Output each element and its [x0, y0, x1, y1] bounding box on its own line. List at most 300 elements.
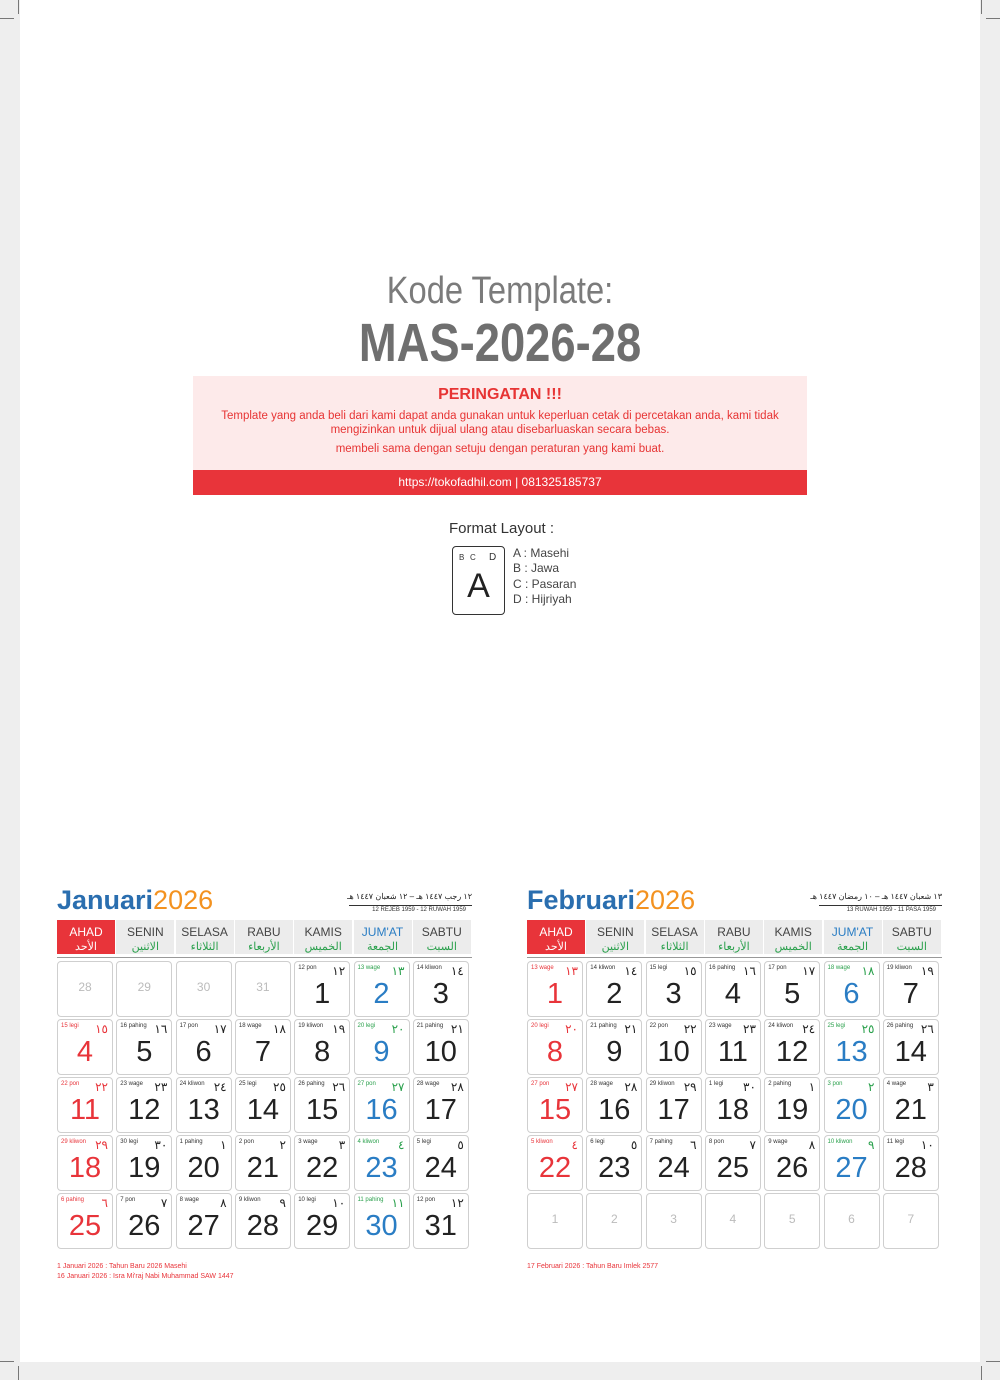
- pasaran-label: 30 legi: [120, 1139, 138, 1145]
- pasaran-label: 24 kliwon: [768, 1023, 794, 1029]
- weekday-arabic: السبت: [426, 941, 457, 953]
- format-item: B : Jawa: [513, 561, 560, 575]
- masehi-day: 27: [835, 1152, 868, 1184]
- pasaran-label: 20 legi: [357, 1023, 376, 1029]
- masehi-day: 7: [907, 1212, 915, 1226]
- format-label-b: B: [459, 553, 465, 562]
- hijri-day: ١١: [391, 1196, 405, 1210]
- day-cell: [705, 961, 761, 1017]
- empty-day-cell: [527, 1193, 583, 1249]
- masehi-day: 23: [598, 1152, 631, 1184]
- masehi-day: 22: [538, 1152, 572, 1184]
- hijri-day: ٤: [398, 1138, 405, 1152]
- masehi-day: 13: [187, 1094, 220, 1126]
- holiday-note: 17 Februari 2026 : Tahun Baru Imlek 2577: [527, 1263, 659, 1270]
- hijri-day: ٢٥: [861, 1022, 875, 1036]
- pasaran-label: 2 pon: [238, 1139, 254, 1145]
- hijri-day: ٢٦: [920, 1022, 934, 1036]
- hijri-day: ١٤: [624, 964, 638, 978]
- masehi-day: 17: [424, 1094, 457, 1126]
- pasaran-label: 6 pahing: [61, 1197, 85, 1203]
- pasaran-label: 21 pahing: [416, 1023, 444, 1029]
- day-cell: [116, 1077, 172, 1133]
- weekday-name: SELASA: [181, 925, 228, 939]
- masehi-day: 3: [665, 978, 682, 1010]
- weekday-name: RABU: [717, 925, 751, 939]
- masehi-day: 11: [717, 1036, 748, 1068]
- day-cell: [57, 1077, 113, 1133]
- hijri-day: ٩: [279, 1196, 286, 1210]
- masehi-day: 20: [187, 1152, 220, 1184]
- empty-day-cell: [116, 961, 172, 1017]
- pasaran-label: 3 pon: [827, 1081, 843, 1087]
- contact-bar[interactable]: https://tokofadhil.com | 081325185737: [193, 470, 807, 495]
- pasaran-label: 27 pon: [531, 1081, 550, 1087]
- masehi-day: 24: [424, 1152, 457, 1184]
- weekday-sabtu: [883, 920, 941, 954]
- hijri-day: ١٨: [273, 1022, 286, 1036]
- weekday-senin: [586, 920, 644, 954]
- weekday-jumat: [824, 920, 882, 954]
- pasaran-label: 17 pon: [179, 1023, 198, 1029]
- month-name: Februari: [527, 885, 636, 915]
- pasaran-label: 8 pon: [708, 1139, 724, 1145]
- day-cell: [354, 1019, 410, 1075]
- masehi-day: 1: [546, 978, 564, 1010]
- day-cell: [824, 1019, 880, 1075]
- masehi-day: 20: [835, 1094, 868, 1126]
- jawa-range: 12 REJEB 1959 - 12 RUWAH 1959: [372, 907, 466, 913]
- pasaran-label: 10 legi: [298, 1197, 316, 1203]
- holiday-notes: [57, 1262, 234, 1282]
- pasaran-label: 28 wage: [416, 1081, 440, 1087]
- divider: [527, 957, 942, 958]
- pasaran-label: 5 kliwon: [531, 1139, 553, 1145]
- masehi-day: 8: [546, 1036, 564, 1068]
- hijri-day: ١٨: [861, 964, 875, 978]
- day-cell: [235, 1077, 291, 1133]
- pasaran-label: 1 legi: [708, 1081, 724, 1087]
- hijri-day: ٢٤: [213, 1080, 227, 1094]
- crop-mark: [18, 0, 19, 14]
- weekday-header: [527, 920, 942, 954]
- format-layout-title: Format Layout :: [449, 520, 555, 537]
- day-cell: [235, 1193, 291, 1249]
- day-cell: [413, 1019, 469, 1075]
- day-cell: [764, 961, 820, 1017]
- masehi-day: 28: [894, 1152, 927, 1184]
- masehi-day: 26: [776, 1152, 809, 1184]
- masehi-day: 12: [776, 1036, 809, 1068]
- pasaran-label: 7 pon: [120, 1197, 136, 1203]
- hijri-day: ٢: [279, 1138, 286, 1152]
- hijri-day: ٢٨: [624, 1080, 638, 1094]
- day-cell: [764, 1135, 820, 1191]
- masehi-day: 11: [69, 1094, 101, 1126]
- day-cell: [705, 1135, 761, 1191]
- pasaran-label: 2 pahing: [768, 1081, 792, 1087]
- hijri-day: ٨: [220, 1196, 227, 1210]
- day-cell: [527, 961, 583, 1017]
- day-cell: [176, 1135, 232, 1191]
- weekday-arabic: الاثنين: [601, 941, 629, 953]
- masehi-day: 2: [373, 978, 390, 1010]
- crop-mark: [986, 1361, 1000, 1362]
- pasaran-label: 14 kliwon: [416, 965, 442, 971]
- masehi-day: 24: [657, 1152, 690, 1184]
- hijri-day: ٢٤: [802, 1022, 816, 1036]
- warning-title: PERINGATAN !!!: [438, 386, 562, 403]
- day-cell: [235, 1135, 291, 1191]
- format-label-a: A: [467, 567, 490, 605]
- pasaran-label: 24 kliwon: [179, 1081, 205, 1087]
- day-cell: [586, 1135, 642, 1191]
- holiday-note: 1 Januari 2026 : Tahun Baru 2026 Masehi: [57, 1263, 187, 1270]
- hijri-day: ١٠: [920, 1138, 934, 1152]
- empty-day-cell: [176, 961, 232, 1017]
- hijri-day: ٤: [571, 1138, 578, 1152]
- format-item: C : Pasaran: [513, 577, 577, 591]
- empty-day-cell: [883, 1193, 939, 1249]
- masehi-day: 29: [137, 980, 151, 994]
- masehi-day: 5: [788, 1212, 796, 1226]
- pasaran-label: 19 kliwon: [886, 965, 912, 971]
- weekday-arabic: الثلاثاء: [190, 941, 219, 953]
- hijri-day: ٢٩: [95, 1138, 108, 1152]
- pasaran-label: 15 legi: [649, 965, 668, 971]
- weekday-name: AHAD: [69, 925, 103, 939]
- masehi-day: 19: [776, 1094, 809, 1126]
- weekday-name: SABTU: [891, 925, 932, 939]
- day-cell: [586, 1077, 642, 1133]
- hijri-day: ٢٩: [683, 1080, 697, 1094]
- crop-mark: [0, 1361, 14, 1362]
- format-label-c: C: [470, 553, 476, 562]
- hijri-day: ٣٠: [743, 1080, 756, 1094]
- masehi-day: 5: [136, 1036, 153, 1068]
- day-cell: [527, 1077, 583, 1133]
- hijri-day: ٢٠: [565, 1022, 578, 1036]
- day-cell: [354, 961, 410, 1017]
- weekday-name: KAMIS: [304, 925, 342, 939]
- day-cell: [57, 1193, 113, 1249]
- weekday-rabu: [705, 920, 763, 954]
- masehi-day: 21: [246, 1152, 280, 1184]
- warning-text-agreement: membeli sama dengan setuju dengan peraturan yang kami buat.: [335, 443, 665, 455]
- hijri-day: ٢١: [450, 1022, 464, 1036]
- day-cell: [413, 1135, 469, 1191]
- day-cell: [235, 1019, 291, 1075]
- masehi-day: 28: [78, 980, 92, 994]
- masehi-day: 3: [670, 1212, 677, 1226]
- hijri-day: ٢٢: [683, 1022, 697, 1036]
- hijri-day: ٧: [749, 1138, 756, 1152]
- masehi-day: 21: [894, 1094, 927, 1126]
- hijri-range: ١٢ رجب ١٤٤٧ هـ – ١٢ شعبان ١٤٤٧ هـ: [347, 892, 472, 901]
- day-cell: [705, 1077, 761, 1133]
- masehi-day: 22: [306, 1152, 339, 1184]
- day-cell: [413, 1077, 469, 1133]
- weekday-kamis: [764, 920, 822, 954]
- weekday-arabic: الأربعاء: [718, 941, 750, 953]
- hijri-day: ١٢: [332, 964, 346, 978]
- crop-mark: [18, 1366, 19, 1380]
- day-cell: [116, 1019, 172, 1075]
- pasaran-label: 21 pahing: [590, 1023, 617, 1029]
- day-cell: [646, 961, 702, 1017]
- hijri-day: ٢١: [624, 1022, 638, 1036]
- format-layout-diagram: [452, 546, 505, 615]
- day-cell: [883, 1019, 939, 1075]
- hijri-day: ٧: [160, 1196, 168, 1210]
- pasaran-label: 26 pahing: [298, 1081, 325, 1087]
- format-item: D : Hijriyah: [513, 592, 572, 606]
- weekday-name: KAMIS: [774, 925, 812, 939]
- day-cell: [883, 961, 939, 1017]
- masehi-day: 14: [894, 1036, 927, 1068]
- weekday-arabic: الجمعة: [366, 941, 399, 953]
- day-cell: [176, 1077, 232, 1133]
- month-name: Januari: [57, 885, 154, 915]
- pasaran-label: 12 pon: [416, 1197, 436, 1203]
- hijri-day: ١: [808, 1080, 816, 1094]
- masehi-day: 6: [195, 1036, 212, 1068]
- weekday-arabic: الأربعاء: [248, 941, 280, 953]
- month-title: [57, 885, 213, 916]
- day-cell: [294, 1135, 350, 1191]
- pasaran-label: 23 wage: [708, 1023, 732, 1029]
- day-cell: [176, 1193, 232, 1249]
- weekday-name: JUM'AT: [361, 925, 404, 939]
- template-code-value: MAS-2026-28: [358, 313, 642, 373]
- pasaran-label: 15 legi: [61, 1023, 79, 1029]
- weekday-kamis: [294, 920, 352, 954]
- day-cell: [413, 961, 469, 1017]
- pasaran-label: 18 wage: [827, 965, 851, 971]
- hijri-day: ٣: [927, 1080, 934, 1094]
- day-cell: [646, 1077, 702, 1133]
- weekday-rabu: [235, 920, 293, 954]
- warning-text: Template yang anda beli dari kami dapat anda gunakan untuk keperluan cetak di percetakan anda, kami tidak mengizinkan untuk dijual ulang atau disebarluaskan secara bebas.: [221, 410, 779, 436]
- weekday-jumat: [354, 920, 412, 954]
- pasaran-label: 1 pahing: [179, 1139, 203, 1145]
- weekday-ahad: [57, 920, 115, 954]
- day-cell: [57, 1019, 113, 1075]
- masehi-day: 31: [256, 980, 270, 994]
- masehi-day: 15: [538, 1094, 572, 1126]
- pasaran-label: 25 legi: [827, 1023, 846, 1029]
- hijri-day: ٥: [457, 1138, 464, 1152]
- weekday-arabic: السبت: [896, 941, 927, 953]
- masehi-day: 18: [716, 1094, 750, 1126]
- masehi-day: 16: [365, 1094, 398, 1126]
- masehi-day: 30: [196, 980, 211, 994]
- weekday-name: SELASA: [651, 925, 698, 939]
- day-cell: [116, 1193, 172, 1249]
- hijri-day: ٢: [868, 1080, 875, 1094]
- pasaran-label: 18 wage: [238, 1023, 262, 1029]
- weekday-name: SABTU: [421, 925, 462, 939]
- day-cell: [294, 1193, 350, 1249]
- day-cell: [294, 1019, 350, 1075]
- masehi-day: 7: [254, 1036, 271, 1068]
- hijri-day: ٢٦: [332, 1080, 346, 1094]
- masehi-day: 4: [76, 1036, 94, 1068]
- pasaran-label: 19 kliwon: [298, 1023, 324, 1029]
- masehi-day: 12: [128, 1094, 161, 1126]
- weekday-header: [57, 920, 472, 954]
- empty-day-cell: [586, 1193, 642, 1249]
- pasaran-label: 23 wage: [120, 1081, 143, 1087]
- pasaran-label: 29 kliwon: [649, 1081, 675, 1087]
- pasaran-label: 13 wage: [531, 965, 554, 971]
- day-cell: [354, 1193, 410, 1249]
- masehi-day: 26: [128, 1210, 161, 1242]
- pasaran-label: 16 pahing: [708, 965, 736, 971]
- hijri-day: ١٠: [332, 1196, 346, 1210]
- hijri-day: ٢٢: [95, 1080, 108, 1094]
- masehi-day: 10: [657, 1036, 690, 1068]
- masehi-day: 5: [784, 978, 801, 1010]
- pasaran-label: 22 pon: [61, 1081, 80, 1087]
- day-cell: [824, 1077, 880, 1133]
- divider: [57, 957, 472, 958]
- masehi-day: 3: [432, 978, 449, 1010]
- holiday-note: 16 Januari 2026 : Isra Mi'raj Nabi Muhammad SAW 1447: [57, 1273, 234, 1280]
- day-cell: [646, 1135, 702, 1191]
- format-label-d: D: [489, 552, 497, 563]
- day-cell: [883, 1077, 939, 1133]
- masehi-day: 9: [606, 1036, 623, 1068]
- masehi-day: 29: [306, 1210, 339, 1242]
- pasaran-label: 11 pahing: [357, 1197, 384, 1203]
- masehi-day: 7: [902, 978, 919, 1010]
- masehi-day: 31: [424, 1210, 457, 1242]
- weekday-arabic: الثلاثاء: [660, 941, 689, 953]
- day-cell: [824, 1135, 880, 1191]
- pasaran-label: 17 pon: [768, 965, 787, 971]
- weekday-senin: [116, 920, 174, 954]
- weekday-name: RABU: [247, 925, 281, 939]
- hijri-day: ٦: [690, 1138, 697, 1152]
- warning-box: [193, 376, 807, 495]
- masehi-day: 15: [306, 1094, 339, 1126]
- day-cell: [586, 1019, 642, 1075]
- month-year: 2026: [635, 885, 696, 915]
- month-title: [527, 885, 695, 916]
- day-cell: [705, 1019, 761, 1075]
- hijri-day: ١٦: [743, 964, 756, 978]
- masehi-day: 10: [424, 1036, 457, 1068]
- masehi-day: 14: [246, 1094, 280, 1126]
- masehi-day: 6: [843, 978, 860, 1010]
- crop-mark: [986, 18, 1000, 19]
- hijri-day: ٢٧: [565, 1080, 578, 1094]
- pasaran-label: 25 legi: [238, 1081, 257, 1087]
- empty-day-cell: [57, 961, 113, 1017]
- empty-day-cell: [824, 1193, 880, 1249]
- day-cell: [354, 1077, 410, 1133]
- hijri-day: ٥: [630, 1138, 638, 1152]
- weekday-selasa: [176, 920, 234, 954]
- hijri-day: ٢٥: [273, 1080, 286, 1094]
- day-cell: [764, 1019, 820, 1075]
- weekday-ahad: [527, 920, 585, 954]
- hijri-day: ٢٠: [391, 1022, 405, 1036]
- pasaran-label: 4 kliwon: [357, 1139, 380, 1145]
- hijri-day: ٨: [808, 1138, 816, 1152]
- hijri-day: ١٩: [332, 1022, 346, 1036]
- masehi-day: 28: [246, 1210, 280, 1242]
- pasaran-label: 9 kliwon: [238, 1197, 261, 1203]
- weekday-arabic: الأحد: [545, 941, 567, 953]
- masehi-day: 9: [373, 1036, 390, 1068]
- empty-day-cell: [646, 1193, 702, 1249]
- pasaran-label: 26 pahing: [886, 1023, 914, 1029]
- pasaran-label: 13 wage: [357, 965, 381, 971]
- pasaran-label: 22 pon: [649, 1023, 668, 1029]
- day-cell: [354, 1135, 410, 1191]
- pasaran-label: 8 wage: [179, 1197, 199, 1203]
- weekday-arabic: الخميس: [304, 941, 342, 953]
- hijri-day: ١٢: [450, 1196, 464, 1210]
- masehi-day: 25: [716, 1152, 750, 1184]
- masehi-day: 19: [128, 1152, 161, 1184]
- hijri-range: ١٣ شعبان ١٤٤٧ هـ – ١٠ رمضان ١٤٤٧ هـ: [810, 892, 942, 901]
- day-cell: [646, 1019, 702, 1075]
- weekday-selasa: [646, 920, 704, 954]
- pasaran-label: 14 kliwon: [590, 965, 616, 971]
- crop-mark: [981, 1366, 982, 1380]
- empty-day-cell: [764, 1193, 820, 1249]
- masehi-day: 1: [551, 1212, 559, 1226]
- day-cell: [176, 1019, 232, 1075]
- pasaran-label: 4 wage: [886, 1081, 907, 1087]
- masehi-day: 8: [314, 1036, 331, 1068]
- hijri-day: ١٦: [154, 1022, 168, 1036]
- masehi-day: 25: [68, 1210, 102, 1242]
- masehi-day: 13: [835, 1036, 868, 1068]
- hijri-day: ١٧: [213, 1022, 227, 1036]
- pasaran-label: 5 legi: [416, 1139, 432, 1145]
- jawa-range: 13 RUWAH 1959 - 11 PASA 1959: [846, 907, 936, 913]
- weekday-arabic: الأحد: [75, 941, 97, 953]
- pasaran-label: 12 pon: [298, 965, 317, 971]
- masehi-day: 2: [606, 978, 623, 1010]
- header-rule: [819, 905, 942, 906]
- crop-mark: [0, 18, 14, 19]
- masehi-day: 27: [187, 1210, 220, 1242]
- masehi-day: 1: [314, 978, 331, 1010]
- holiday-notes: [527, 1262, 658, 1272]
- day-cell: [527, 1019, 583, 1075]
- masehi-day: 6: [848, 1212, 855, 1226]
- weekday-name: JUM'AT: [831, 925, 874, 939]
- hijri-day: ١٣: [391, 964, 405, 978]
- masehi-day: 23: [365, 1152, 398, 1184]
- hijri-day: ١٥: [683, 964, 697, 978]
- pasaran-label: 16 pahing: [120, 1023, 147, 1029]
- day-cell: [57, 1135, 113, 1191]
- day-cell: [883, 1135, 939, 1191]
- day-cell: [413, 1193, 469, 1249]
- day-cell: [294, 1077, 350, 1133]
- hijri-day: ٢٧: [391, 1080, 405, 1094]
- pasaran-label: 7 pahing: [649, 1139, 673, 1145]
- day-cell: [116, 1135, 172, 1191]
- hijri-day: ١٣: [565, 964, 578, 978]
- day-cell: [824, 961, 880, 1017]
